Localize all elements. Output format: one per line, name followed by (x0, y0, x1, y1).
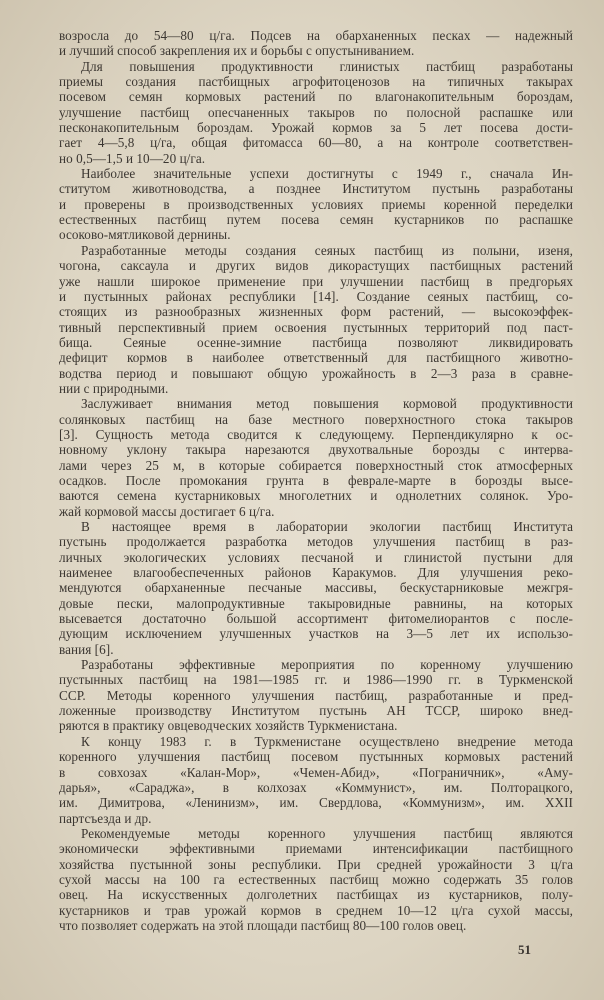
text-line: Разработанные методы создания сеяных пастбищ из полыни, изеня, (81, 242, 573, 258)
paragraph (59, 519, 573, 657)
text-line: ваются семена кустарниковых многолетних и однолетних солянок. Уро- (59, 488, 573, 504)
text-line: возросла до 54—80 ц/га. Подсев на обарханенных песках — надежный (59, 28, 573, 43)
text-line: Для повышения продуктивности глинистых пастбищ разработаны (81, 58, 573, 74)
text-line: сухой массы на 100 га естественных пастбищ можно содержать 35 голов (59, 871, 573, 887)
text-line: Заслуживает внимания метод повышения кормовой продуктивности (81, 396, 573, 412)
text-line: и пустынных районах республики [14]. Создание сеяных пастбищ, со- (59, 288, 573, 304)
paragraph (59, 59, 573, 166)
text-line: жай кормовой массы достигает 6 ц/га. (59, 503, 275, 519)
text-line: естественных пастбищ путем посева семян кустарников по распашке (59, 212, 573, 228)
body-text (59, 28, 573, 933)
text-line: песконакопительным бороздам. Урожай кормов за 5 лет посева дости- (59, 120, 573, 136)
text-line: дующим исключением улучшенных участков на 3—5 лет их использо- (59, 626, 573, 642)
text-line: овец. На искусственных долголетних пастбищах из кустарников, полу- (59, 887, 573, 903)
paragraph (59, 28, 573, 59)
text-line: дарья», «Сараджа», в колхозах «Коммунист», им. Полторацкого, (59, 779, 573, 795)
text-line: Наиболее значительные успехи достигнуты с 1949 г., сначала Ин- (81, 166, 573, 182)
page-number: 51 (518, 942, 531, 957)
paragraph (59, 657, 573, 734)
text-line: лами через 25 м, в которые собирается поверхностный сток атмосферных (59, 457, 573, 473)
text-line: чогона, саксаула и других видов дикорастущих пастбищных растений (59, 258, 573, 274)
text-line: пустынных пастбищ на 1981—1985 гг. и 1986—1990 гг. в Туркменской (59, 672, 573, 688)
text-line: нии с природными. (59, 380, 169, 396)
text-line: стоящих из разнообразных жизненных форм растений, — высокоэффек- (59, 304, 573, 320)
text-line: К концу 1983 г. в Туркменистане осуществлено внедрение метода (81, 733, 573, 749)
text-line: в совхозах «Калан-Мор», «Чемен-Абид», «Пограничник», «Аму- (59, 764, 573, 780)
text-line: гает 4—5,8 ц/га, общая фитомасса 60—80, а на контроле соответствен- (59, 135, 573, 151)
text-line: довые пески, малопродуктивные такыровидные равнины, на которых (59, 595, 573, 611)
text-line: приемы создания пастбищных агрофитоценозов на типичных такырах (59, 74, 573, 90)
text-line: им. Димитрова, «Ленинизм», им. Свердлова, «Коммунизм», им. XXII (59, 795, 573, 811)
text-line: и проверены в производственных условиях приемы коренной переделки (59, 196, 573, 212)
text-line: Разработаны эффективные мероприятия по коренному улучшению (81, 657, 573, 673)
text-line: тивный перспективный прием освоения пустынных территорий под паст- (59, 319, 573, 335)
text-line: высевается достаточно большой ассортимент фитомелиорантов с после- (59, 611, 573, 627)
text-line: ряются в практику овцеводческих хозяйств Туркменистана. (59, 718, 398, 734)
text-line: улучшение пастбищ опесчаненных такыров по полосной распашке или (59, 104, 573, 120)
text-line: мендуются обарханенные песчаные массивы, бескустарниковые межгря- (59, 580, 573, 596)
text-line: экономически эффективными приемами интенсификации пастбищного (59, 841, 573, 857)
text-line: но 0,5—1,5 и 10—20 ц/га. (59, 150, 206, 166)
text-line: пустынь продолжается разработка методов улучшения пастбищ в раз- (59, 534, 573, 550)
text-line: ССР. Методы коренного улучшения пастбищ, разработанные и пред- (59, 687, 573, 703)
text-line: ститутом животноводства, а позднее Институтом пустынь разработаны (59, 181, 573, 197)
text-line: водства период и повышают общую урожайность в 2—3 раза в сравне- (59, 365, 573, 381)
text-line: коренного улучшения пастбищ посевом пустынных кормовых растений (59, 749, 573, 765)
text-line: вания [6]. (59, 641, 114, 657)
text-line: личных экологических условиях песчаной и глинистой пустыни для (59, 549, 573, 565)
paragraph (59, 396, 573, 519)
text-line: бища. Сеяные осенне-зимние пастбища позволяют ликвидировать (59, 334, 573, 350)
text-line: В настоящее время в лаборатории экологии пастбищ Института (81, 519, 573, 534)
paragraph (59, 826, 573, 933)
text-line: солянковых пастбищ на базе местного поверхностного стока такыров (59, 411, 573, 427)
paragraph (59, 734, 573, 826)
text-line: партсъезда и др. (59, 810, 152, 826)
text-line: дефицит кормов в наиболее ответственный для пастбищного животно- (59, 350, 573, 366)
paragraph (59, 243, 573, 396)
text-line: уже нашли широкое применение при улучшении пастбищ в предгорьях (59, 273, 573, 289)
text-line: кустарников и трав урожай кормов в среднем 10—12 ц/га сухой массы, (59, 902, 573, 918)
text-line: посевом семян кормовых растений по влагонакопительным бороздам, (59, 89, 573, 105)
text-line: осоково-мятликовой дернины. (59, 227, 231, 243)
text-line: ложенные производству Институтом пустынь АН ТССР, широко внед- (59, 703, 573, 719)
text-line: что позволяет содержать на этой площади пастбищ 80—100 голов овец. (59, 917, 467, 933)
text-line: наименее влагообеспеченных районов Каракумов. Для улучшения реко- (59, 565, 573, 581)
text-line: хозяйства пустынной зоны республики. При средней урожайности 3 ц/га (59, 856, 573, 872)
text-line: новному уклону такыра нарезаются двухотвальные борозды с интерва- (59, 442, 573, 458)
text-line: осадков. После промокания грунта в феврале-марте в борозды высе- (59, 472, 573, 488)
text-line: [3]. Сущность метода сводится к следующему. Перпендикулярно к ос- (59, 426, 573, 442)
paragraph (59, 166, 573, 243)
text-line: и лучший способ закрепления их и борьбы с опустыниванием. (59, 43, 415, 59)
text-line: Рекомендуемые методы коренного улучшения пастбищ являются (81, 825, 573, 841)
